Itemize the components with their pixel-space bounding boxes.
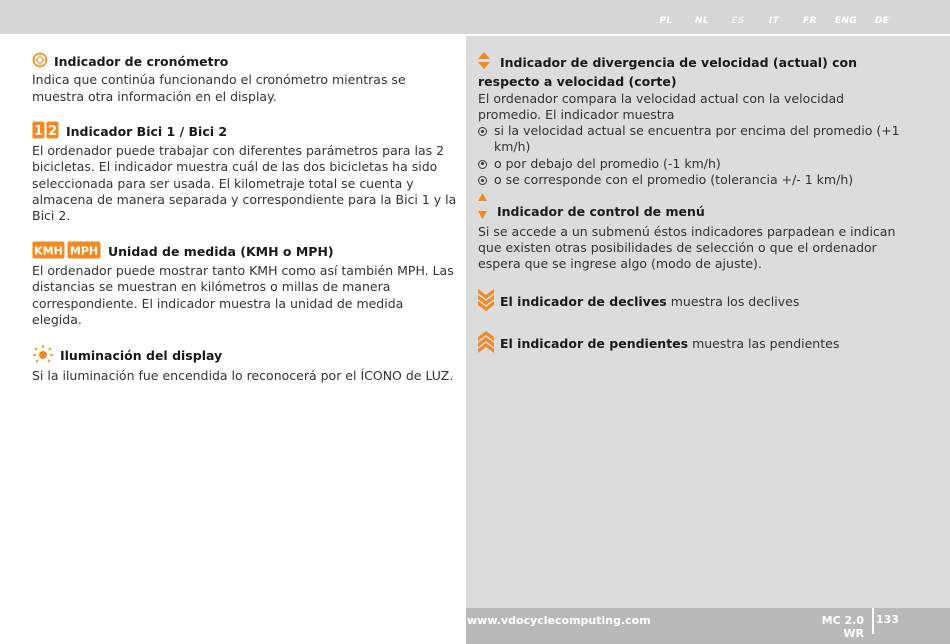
speed-section	[478, 52, 908, 188]
up-down-arrows-icon	[478, 52, 490, 74]
menu-arrows-icon	[478, 207, 487, 223]
svg-text:MPH: MPH	[69, 244, 99, 258]
inclines-title: El indicador de pendientes	[500, 335, 689, 351]
menu-text: Si se accede a un submenú éstos indicadores parpadean e indican que existen otras posibilidades de selección o que el ordenador espera que se ingrese algo (modo de ajuste).	[478, 223, 896, 272]
footer-url-link[interactable]: www.vdocyclecomputing.com	[467, 614, 651, 627]
tab-it[interactable]: IT	[768, 16, 780, 26]
menu-section	[478, 204, 908, 272]
bullet-icon	[478, 160, 487, 169]
bike-section	[32, 121, 457, 225]
declines-text: muestra los declives	[666, 293, 800, 309]
stopwatch-section	[32, 52, 457, 105]
bike-title: Indicador Bici 1 / Bici 2	[66, 123, 228, 139]
light-title: Iluminación del display	[60, 348, 223, 364]
header-divider	[0, 34, 950, 36]
tab-es[interactable]: ES	[731, 16, 745, 26]
tab-nl[interactable]: NL	[694, 16, 710, 26]
light-section	[32, 344, 457, 385]
stopwatch-text: Indica que continúa funcionando el cronómetro mientras se muestra otra información en el display.	[32, 72, 406, 104]
tab-pl[interactable]: PL	[659, 16, 673, 26]
language-tabs	[648, 16, 900, 26]
tab-de[interactable]: DE	[874, 16, 890, 26]
svg-text:1: 1	[33, 123, 44, 139]
menu-up-arrow-icon	[478, 190, 487, 206]
speed-title: Indicador de divergencia de velocidad (actual) con respecto a velocidad (corte)	[478, 55, 858, 90]
light-text: Si la iluminación fue encendida lo reconocerá por el ÍCONO de LUZ.	[32, 368, 454, 384]
footer-divider	[872, 608, 874, 634]
inclines-text: muestra las pendientes	[688, 335, 840, 351]
speed-intro: El ordenador compara la velocidad actual con la velocidad promedio. El indicador muestra	[478, 90, 845, 122]
bullet-icon	[478, 176, 487, 185]
units-title: Unidad de medida (KMH o MPH)	[108, 243, 334, 259]
stopwatch-icon	[32, 52, 48, 72]
menu-title: Indicador de control de menú	[496, 204, 705, 220]
footer-model: MC 2.0 WR	[821, 614, 864, 640]
kmh-mph-icon	[32, 241, 102, 263]
declines-section	[478, 289, 908, 315]
inclines-section	[478, 331, 908, 357]
tab-eng[interactable]: ENG	[834, 16, 858, 26]
page-number: 133	[876, 613, 899, 626]
svg-text:2: 2	[47, 123, 58, 139]
svg-text:KMH: KMH	[34, 244, 63, 258]
bullet-icon	[478, 127, 487, 136]
list-item: o por debajo del promedio (-1 km/h)	[478, 156, 908, 172]
units-text: El ordenador puede mostrar tanto KMH como así también MPH. Las distancias se muestran en kilómetros o millas de manera correspondiente. El indicador muestra la unidad de medida elegida.	[32, 262, 454, 327]
footer-left	[0, 608, 466, 644]
bike-1-2-icon	[32, 121, 60, 143]
tab-fr[interactable]: FR	[802, 16, 818, 26]
light-icon	[32, 344, 54, 368]
stopwatch-title: Indicador de cronómetro	[54, 54, 229, 69]
decline-icon	[478, 289, 494, 315]
list-item: si la velocidad actual se encuentra por encima del promedio (+1 km/h)	[478, 123, 908, 156]
left-column	[32, 52, 457, 401]
right-column	[478, 52, 908, 373]
incline-icon	[478, 331, 494, 357]
bike-text: El ordenador puede trabajar con diferentes parámetros para las 2 bicicletas. El indicador muestra cuál de las dos bicicletas ha sido seleccionada para ser usada. El kilometraje total se cuenta y almacena de manera separada y correspondiente para la Bici 1 y la Bici 2.	[32, 143, 457, 224]
declines-title: El indicador de declives	[500, 293, 667, 309]
units-section	[32, 241, 457, 328]
list-item: o se corresponde con el promedio (tolerancia +/- 1 km/h)	[478, 172, 908, 188]
